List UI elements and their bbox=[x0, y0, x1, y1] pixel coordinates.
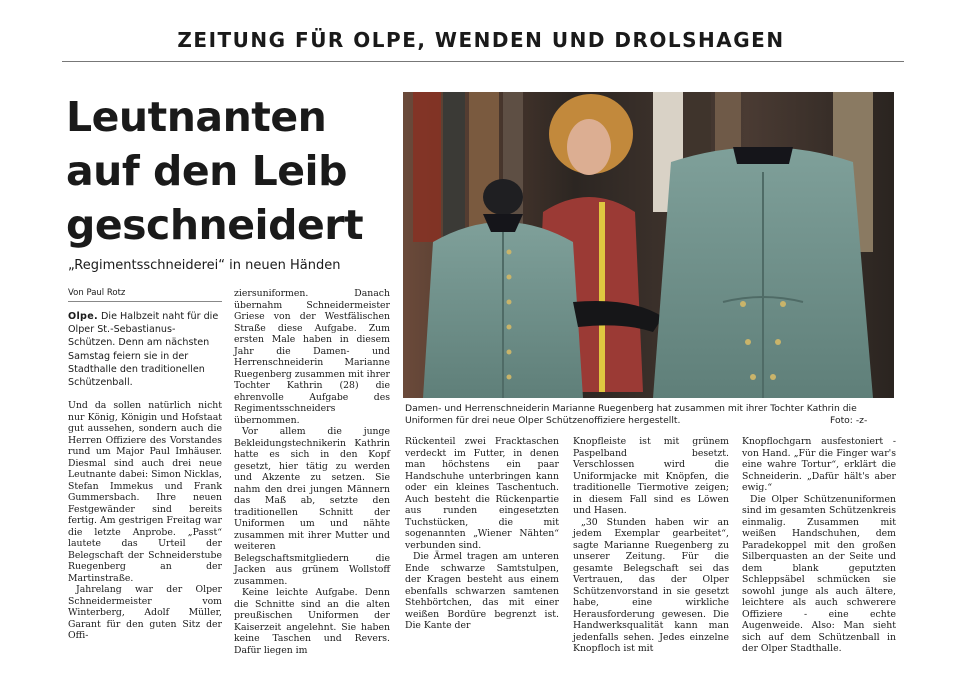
paragraph: Keine leichte Aufgabe. Denn die Schnitte sind an die alten preußischen Uniformen der Kaiserzeit angelehnt. Sie haben keine Taschen und Revers. Dafür liegen im bbox=[234, 587, 390, 656]
byline: Von Paul Rotz bbox=[68, 288, 222, 302]
article-column-4 bbox=[573, 436, 729, 655]
headline bbox=[66, 90, 396, 252]
photo-caption: Damen- und Herrenschneiderin Marianne Ruegenberg hat zusammen mit ihrer Tochter Kathrin die Uniformen für drei neue Olper Schützenoffiziere hergestellt. bbox=[405, 403, 857, 426]
headline-line: geschneidert bbox=[66, 201, 364, 249]
article-column-2 bbox=[234, 288, 390, 656]
photo-illustration bbox=[403, 92, 894, 398]
subheadline: „Regimentsschneiderei“ in neuen Händen bbox=[68, 258, 341, 273]
article-column-3 bbox=[405, 436, 559, 632]
paragraph: Rückenteil zwei Fracktaschen verdeckt im Futter, in denen man höchstens ein paar Handschuhe unterbringen kann oder ein kleines Taschentuch. Auch besteht die Rückenpartie aus runden eingesetzten Tuchstücken, die mit sogenannten „Wiener Nähten“ verbunden sind. bbox=[405, 436, 559, 551]
dateline-place: Olpe. bbox=[68, 311, 98, 322]
masthead-rule bbox=[62, 61, 904, 62]
paragraph: Die Ärmel tragen am unteren Ende schwarze Samtstulpen, der Kragen besteht aus einem ebenfalls schwarzen samtenen Stehbörtchen, das mit einer weißen Bordüre begrenzt ist. Die Kante der bbox=[405, 551, 559, 631]
lead-paragraph bbox=[68, 310, 222, 389]
photo-credit: Foto: -z- bbox=[830, 415, 868, 426]
news-photo bbox=[403, 92, 894, 398]
headline-line: auf den Leib bbox=[66, 147, 347, 195]
article-column-1 bbox=[68, 400, 222, 642]
lead-text: Die Halbzeit naht für die Olper St.-Sebastianus-Schützen. Denn am nächsten Samstag feiern sie in der Stadthalle den traditionellen Schützenball. bbox=[68, 311, 219, 389]
paragraph: „30 Stunden haben wir an jedem Exemplar gearbeitet“, sagte Marianne Ruegenberg zu unserer Zeitung. Für die gesamte Belegschaft sei das Vertrauen, das der Olper Schützenvorstand in sie gesetzt habe, eine wirkliche Herausforderung gewesen. Die Handwerksqualität kann man jedenfalls sehen. Jedes einzelne Knopfloch ist mit bbox=[573, 516, 729, 654]
article-column-5 bbox=[742, 436, 896, 655]
paragraph: ziersuniformen. Danach übernahm Schneidermeister Griese von der Westfälischen Straße diese Aufgabe. Zum ersten Male haben in diesem Jahr die Damen- und Herrenschneiderin Marianne Ruegenberg zusammen mit ihrer Tochter Kathrin (28) die ehrenvolle Aufgabe des Regimentsschneiders übernommen. bbox=[234, 288, 390, 426]
paragraph: Die Olper Schützenuniformen sind im gesamten Schützenkreis einmalig. Zusammen mit weißen Handschuhen, dem Paradekoppel mit den großen Silberquasten an der Seite und dem blank geputzten Schleppsäbel schmücken sie sowohl junge als auch ältere, leichtere als auch schwerere Offiziere - eine echte Augenweide. Also: Man sieht sich auf dem Schützenball in der Olper Stadthalle. bbox=[742, 493, 896, 654]
headline-line: Leutnanten bbox=[66, 93, 327, 141]
paragraph: Und da sollen natürlich nicht nur König, Königin und Hofstaat gut aussehen, sondern auch die Herren Offiziere des Vorstandes rund um Major Paul Imhäuser. Diesmal sind auch drei neue Leutnante dabei: Simon Nicklas, Stefan Immekus und Frank Gummersbach. Ihre neuen Festgewänder sind bereits fertig. Am gestrigen Freitag war die letzte Anprobe. „Passt“ lautete das Urteil der Belegschaft der Schneiderstube Ruegenberg an der Martinstraße. bbox=[68, 400, 223, 584]
paragraph: Jahrelang war der Olper Schneidermeister vom Winterberg, Adolf Müller, Garant für den guten Sitz der Offi- bbox=[68, 584, 222, 641]
masthead: ZEITUNG FÜR OLPE, WENDEN UND DROLSHAGEN bbox=[177, 28, 785, 52]
paragraph: Vor allem die junge Bekleidungstechnikerin Kathrin hatte es sich in den Kopf gesetzt, hier tätig zu werden und Akzente zu setzen. Sie nahm den drei jungen Männern das Maß ab, setzte den traditionellen Schnitt der Uniformen um und nähte zusammen mit ihrer Mutter und weiteren Belegschaftsmitgliedern die Jacken aus grünem Wollstoff zusammen. bbox=[234, 426, 390, 587]
paragraph: Knopfleiste ist mit grünem Paspelband besetzt. Verschlossen wird die Uniformjacke mit Knöpfen, die traditionelle Tiermotive zeigen; in diesem Fall sind es Löwen und Hasen. bbox=[573, 436, 729, 516]
paragraph: Knopflochgarn ausfestoniert - von Hand. „Für die Finger war's eine wahre Tortur“, erklärt die Schneiderin. „Dafür hält's aber ewig.“ bbox=[742, 436, 896, 493]
